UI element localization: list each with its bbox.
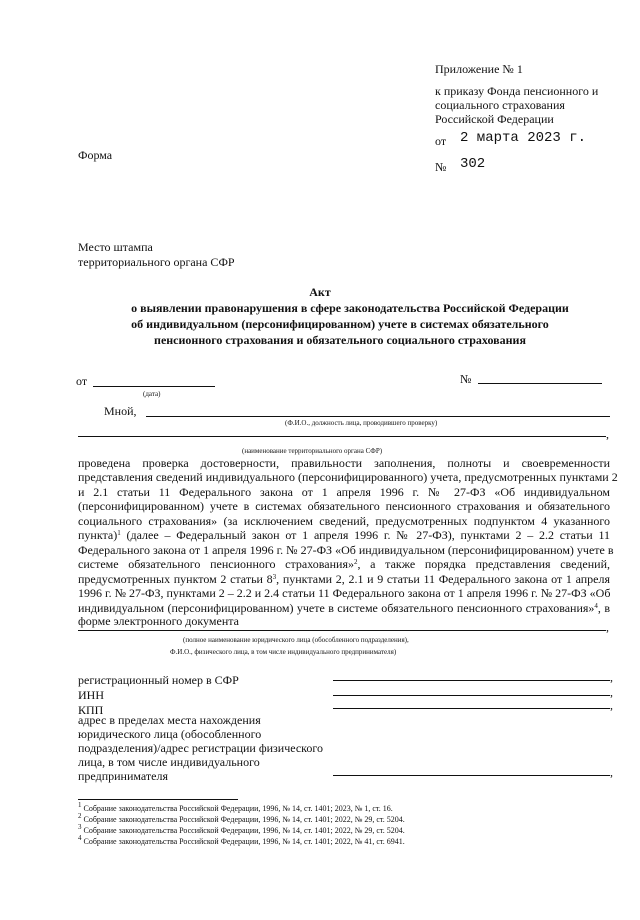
kpp-field[interactable]	[333, 708, 610, 709]
address-field[interactable]	[333, 775, 610, 776]
footnote: $^4$ Собрание законодательства Российской Федерации, 1996, № 14, ст. 1401; 2022, № 41, ст. 6941.	[78, 834, 405, 846]
act-number-field[interactable]	[478, 383, 602, 384]
footnote-ref: 2	[353, 558, 358, 566]
from-label: от	[76, 374, 88, 388]
comma: ,	[606, 620, 609, 634]
inspector-field[interactable]	[146, 416, 610, 417]
footnote: $^3$ Собрание законодательства Российской Федерации, 1996, № 14, ст. 1401; 2022, № 29, ст. 5204.	[78, 823, 405, 835]
date-field[interactable]	[93, 386, 215, 387]
body-line: системе обязательного пенсионного страхования»$^2$, а также порядка представления сведений,	[78, 557, 610, 571]
entity-caption: Ф.И.О., физического лица, в том числе индивидуального предпринимателя)	[170, 648, 397, 656]
address-label: предпринимателя	[78, 769, 168, 783]
address-label: лица, в том числе индивидуального	[78, 755, 260, 769]
body-line: Федерального закона от 1 апреля 1996 г. № 27-ФЗ «Об индивидуальном (персонифицированном) учете в	[78, 543, 614, 557]
body-line: пункта)$^1$ (далее – Федеральный закон от 1 апреля 1996 г. № 27-ФЗ), пунктами 2 – 2.2 статьи 11	[78, 528, 610, 542]
body-line: и 2.1 статьи 11 Федерального закона от 1 апреля 1996 г. № 27-ФЗ «Об индивидуальном	[78, 485, 610, 499]
body-line: проведена проверка достоверности, правильности заполнения, полноты и своевременности	[78, 456, 610, 470]
footnote-ref: 4	[594, 602, 598, 610]
stamp-label: Место штампа	[78, 240, 153, 254]
appendix-title: Приложение № 1	[435, 62, 523, 76]
comma: ,	[610, 670, 613, 684]
comma: ,	[610, 698, 613, 712]
body-line: представления сведений индивидуального (персонифицированного) учета, предусмотренных пунктами 2	[78, 470, 618, 484]
document-title: Акт	[309, 285, 331, 299]
by-me-label: Мной,	[104, 404, 137, 418]
address-label: подразделения)/адрес регистрации физического	[78, 741, 324, 755]
form-label: Форма	[78, 148, 113, 162]
territorial-organ-field[interactable]	[78, 436, 606, 437]
body-line: 1996 г. № 27-ФЗ, пунктами 2 – 2.2 и 2.4 статьи 11 Федерального закона от 1 апреля 1996 г. № 27-ФЗ «Об	[78, 586, 611, 600]
body-line: предусмотренных пунктом 2 статьи $8^3$, пунктами 2, 2.1 и 9 статьи 11 Федерального закона от 1 апреля	[78, 572, 610, 586]
footnote: $^2$ Собрание законодательства Российской Федерации, 1996, № 14, ст. 1401; 2022, № 29, ст. 5204.	[78, 812, 405, 824]
number-label: №	[460, 372, 472, 386]
body-line: социального страхования» (за исключением сведений, предусмотренных подпунктом 4 указанного	[78, 514, 610, 528]
appendix-date: 2 марта 2023 г.	[460, 130, 587, 146]
document-subtitle: о выявлении правонарушения в сфере законодательства Российской Федерации	[131, 301, 569, 315]
comma: ,	[610, 685, 613, 699]
address-label: адрес в пределах места нахождения	[78, 713, 261, 727]
reg-number-label: регистрационный номер в СФР	[78, 673, 239, 687]
appendix-number-prefix: №	[435, 160, 447, 174]
body-line: (персонифицированном) учете в системах обязательного пенсионного страхования и обязательного	[78, 499, 610, 513]
inn-label: ИНН	[78, 688, 104, 702]
footnote-ref: 3	[272, 573, 277, 581]
document-subtitle: пенсионного страхования и обязательного социального страхования	[154, 333, 526, 347]
appendix-date-prefix: от	[435, 134, 447, 148]
comma: ,	[610, 765, 613, 779]
appendix-number: 302	[460, 156, 486, 172]
address-label: юридического лица (обособленного	[78, 727, 262, 741]
appendix-order-line: к приказу Фонда пенсионного и	[435, 84, 599, 98]
reg-number-field[interactable]	[333, 680, 610, 681]
footnote-separator	[78, 799, 238, 800]
inspector-caption: (Ф.И.О., должность лица, проводившего проверку)	[285, 419, 438, 427]
body-line: форме электронного документа	[78, 614, 239, 628]
document-subtitle: об индивидуальном (персонифицированном) учете в системах обязательного	[131, 317, 549, 331]
entity-name-field[interactable]	[78, 630, 606, 631]
body-line: индивидуальном (персонифицированном) учете в системе обязательного пенсионного страхования»$^4$, в	[78, 601, 610, 615]
territorial-organ-caption: (наименование территориального органа СФР)	[242, 447, 383, 455]
stamp-label: территориального органа СФР	[78, 255, 235, 269]
footnote: $^1$ Собрание законодательства Российской Федерации, 1996, № 14, ст. 1401; 2023, № 1, ст. 16.	[78, 801, 393, 813]
inn-field[interactable]	[333, 695, 610, 696]
comma: ,	[606, 427, 609, 441]
footnote-ref: 1	[117, 529, 121, 537]
appendix-order-line: социального страхования	[435, 98, 565, 112]
entity-caption: (полное наименование юридического лица (обособленного подразделения),	[183, 636, 409, 644]
appendix-order-line: Российской Федерации	[435, 112, 554, 126]
date-caption: (дата)	[143, 390, 161, 398]
kpp-label: КПП	[78, 703, 104, 717]
